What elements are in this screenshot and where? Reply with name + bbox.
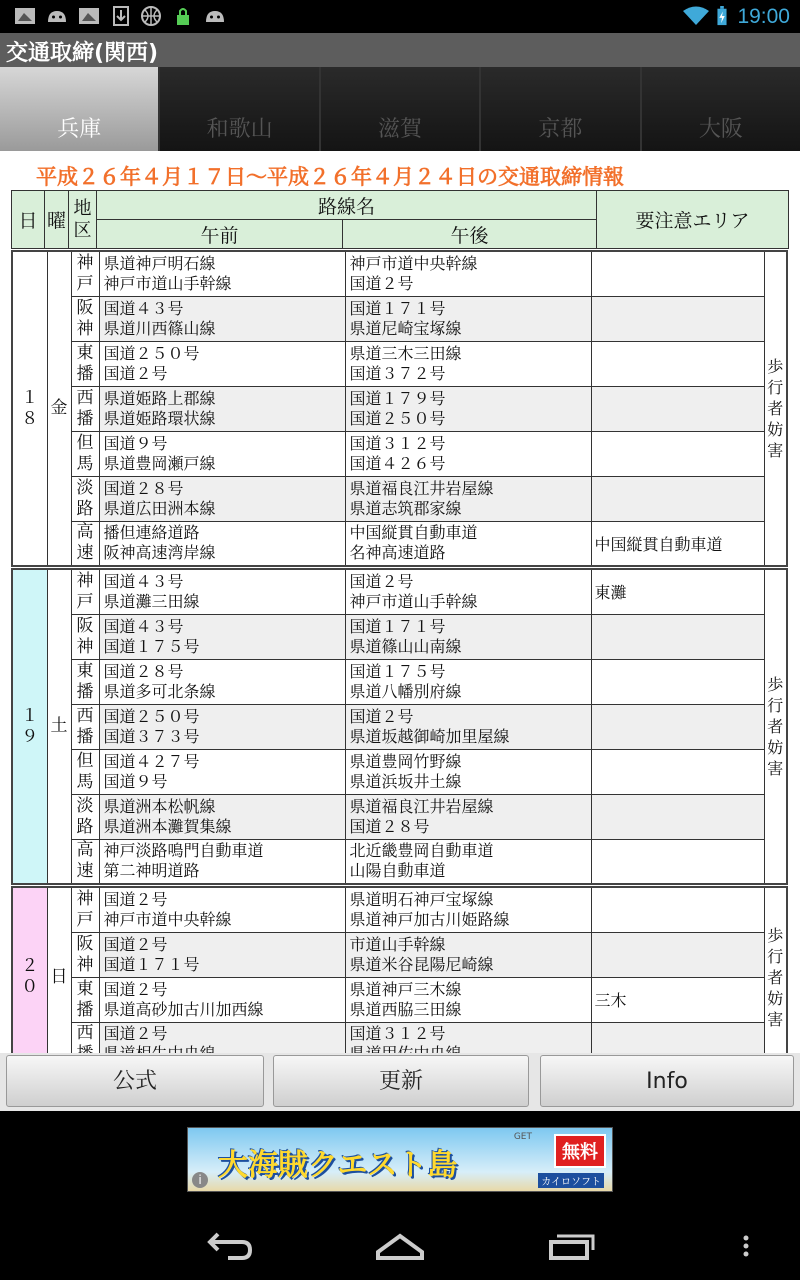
pm-route-1: 県道福良江井岩屋線	[349, 478, 494, 498]
pm-route-cell	[345, 704, 591, 749]
android-icon	[204, 6, 226, 26]
table-row	[12, 839, 787, 884]
pm-route-2: 県道八幡別府線	[349, 681, 462, 701]
area-value: 神 戸	[76, 888, 94, 930]
area-value: 阪 神	[76, 615, 94, 657]
table-header	[11, 190, 789, 249]
am-route-cell	[99, 794, 345, 839]
caution-cell: 東灘	[591, 569, 764, 614]
pm-route-2: 国道２号	[349, 273, 414, 293]
recents-icon[interactable]	[541, 1222, 601, 1266]
caution-cell: 三木	[591, 977, 764, 1022]
caution-cell	[591, 296, 764, 341]
area-cell	[71, 251, 99, 296]
area-value: 神 戸	[76, 252, 94, 294]
pm-route-1: 中国縦貫自動車道	[349, 523, 478, 543]
caution-cell	[591, 932, 764, 977]
area-cell	[71, 704, 99, 749]
refresh-button[interactable]: 更新	[273, 1055, 529, 1107]
area-value: 但 馬	[76, 750, 94, 792]
area-cell	[71, 839, 99, 884]
am-route-2: 県道川西篠山線	[103, 318, 216, 338]
caution-cell	[591, 476, 764, 521]
pm-route-2: 県道神戸加古川姫路線	[349, 909, 510, 929]
ad-info-icon[interactable]: i	[192, 1172, 208, 1188]
pm-route-2: 県道米谷昆陽尼崎線	[349, 954, 494, 974]
am-route-1: 国道４３号	[103, 616, 184, 636]
pm-route-cell	[345, 749, 591, 794]
table-row	[12, 431, 787, 476]
button-bar	[0, 1053, 800, 1111]
am-route-2: 県道豊岡瀬戸線	[103, 453, 216, 473]
table-row	[12, 704, 787, 749]
weekday-cell: 土	[47, 569, 71, 884]
pm-route-cell	[345, 296, 591, 341]
am-route-cell	[99, 251, 345, 296]
caution-cell	[591, 794, 764, 839]
area-cell	[71, 569, 99, 614]
table-row	[12, 887, 787, 932]
lock-icon	[172, 6, 194, 26]
am-route-cell	[99, 704, 345, 749]
area-value: 阪 神	[76, 297, 94, 339]
tab-hyogo[interactable]	[0, 67, 160, 151]
header-area	[69, 191, 97, 249]
table-row	[12, 794, 787, 839]
table-row	[12, 569, 787, 614]
region-tabs	[0, 67, 800, 151]
ad-title: 大海賊クエスト島	[218, 1148, 458, 1183]
am-route-cell	[99, 839, 345, 884]
am-route-2: 国道１７１号	[103, 954, 200, 974]
am-route-1: 国道４３号	[103, 571, 184, 591]
battery-icon	[714, 6, 730, 26]
caution-cell	[591, 386, 764, 431]
pm-route-1: 神戸市道中央幹線	[349, 253, 478, 273]
pm-route-1: 国道２号	[349, 706, 414, 726]
am-route-cell	[99, 386, 345, 431]
caution-cell	[591, 887, 764, 932]
day-cell	[12, 569, 47, 884]
weekday-cell: 金	[47, 251, 71, 566]
caution-cell	[591, 704, 764, 749]
am-route-1: 県道洲本松帆線	[103, 796, 216, 816]
am-route-2: 県道洲本灘賀集線	[103, 816, 232, 836]
caution-cell	[591, 659, 764, 704]
day-cell	[12, 887, 47, 1067]
am-route-cell	[99, 431, 345, 476]
pm-route-2: 国道２８号	[349, 816, 430, 836]
pm-route-cell	[345, 521, 591, 566]
am-route-1: 国道２５０号	[103, 706, 200, 726]
pm-route-cell	[345, 977, 591, 1022]
table-row	[12, 932, 787, 977]
globe-icon	[140, 6, 162, 26]
am-route-2: 阪神高速湾岸線	[103, 543, 216, 563]
pm-route-2: 県道篠山山南線	[349, 636, 462, 656]
pm-route-1: 市道山手幹線	[349, 934, 446, 954]
am-route-1: 国道２８号	[103, 478, 184, 498]
am-route-1: 国道４３号	[103, 298, 184, 318]
table-row	[12, 296, 787, 341]
am-route-cell	[99, 887, 345, 932]
am-route-1: 県道神戸明石線	[103, 253, 216, 273]
pm-route-1: 県道神戸三木線	[349, 979, 462, 999]
table-row	[12, 341, 787, 386]
info-button[interactable]: Info	[540, 1055, 794, 1107]
am-route-1: 播但連絡道路	[103, 523, 200, 543]
pm-route-cell	[345, 839, 591, 884]
pm-route-cell	[345, 569, 591, 614]
tab-label: 和歌山	[206, 117, 273, 142]
area-cell	[71, 614, 99, 659]
am-route-cell	[99, 932, 345, 977]
table-row	[12, 977, 787, 1022]
navigation-bar	[0, 1208, 800, 1280]
caution-cell: 中国縦貫自動車道	[591, 521, 764, 566]
pm-route-cell	[345, 659, 591, 704]
day-table	[11, 886, 788, 1068]
header-day: 日	[12, 191, 45, 249]
pm-route-1: 国道１７１号	[349, 298, 446, 318]
pm-route-cell	[345, 251, 591, 296]
note-cell	[764, 887, 787, 1067]
header-route: 路線名	[97, 191, 597, 220]
area-value: 東 播	[76, 342, 94, 384]
pm-route-cell	[345, 614, 591, 659]
caution-cell	[591, 839, 764, 884]
home-icon[interactable]	[370, 1222, 430, 1266]
header-am: 午前	[97, 220, 343, 249]
status-bar	[0, 0, 800, 33]
area-value: 阪 神	[76, 933, 94, 975]
day-value: １ ９	[21, 705, 39, 747]
header-area-text: 地 区	[73, 197, 92, 241]
menu-icon[interactable]	[736, 1222, 756, 1266]
table-row	[12, 749, 787, 794]
am-route-1: 国道２号	[103, 979, 168, 999]
am-route-cell	[99, 569, 345, 614]
tab-label: 滋賀	[378, 117, 423, 142]
note-cell	[764, 251, 787, 566]
ad-maker: カイロソフト	[538, 1173, 604, 1188]
caution-cell	[591, 251, 764, 296]
pm-route-cell	[345, 476, 591, 521]
day-value: １ ８	[21, 387, 39, 429]
am-route-cell	[99, 749, 345, 794]
day-cell	[12, 251, 47, 566]
am-route-1: 県道姫路上郡線	[103, 388, 216, 408]
area-cell	[71, 794, 99, 839]
tab-osaka[interactable]	[642, 67, 800, 151]
table-row	[12, 659, 787, 704]
area-value: 西 播	[76, 387, 94, 429]
gallery-icon	[78, 6, 100, 26]
content-scroll[interactable]	[0, 151, 800, 1053]
pm-route-2: 県道坂越御崎加里屋線	[349, 726, 510, 746]
pm-route-1: 国道１７５号	[349, 661, 446, 681]
table-row	[12, 476, 787, 521]
area-cell	[71, 386, 99, 431]
area-value: 高 速	[76, 522, 94, 564]
area-cell	[71, 749, 99, 794]
pm-route-cell	[345, 341, 591, 386]
header-caution: 要注意エリア	[597, 191, 789, 249]
area-cell	[71, 296, 99, 341]
am-route-cell	[99, 614, 345, 659]
am-route-1: 国道２号	[103, 934, 168, 954]
area-value: 高 速	[76, 840, 94, 882]
am-route-2: 神戸市道山手幹線	[103, 273, 232, 293]
area-cell	[71, 341, 99, 386]
caution-cell	[591, 431, 764, 476]
pm-route-2: 山陽自動車道	[349, 861, 446, 881]
pm-route-1: 県道豊岡竹野線	[349, 751, 462, 771]
am-route-2: 県道高砂加古川加西線	[103, 999, 264, 1019]
download-icon	[110, 6, 132, 26]
pm-route-2: 神戸市道山手幹線	[349, 591, 478, 611]
am-route-1: 国道２号	[103, 1024, 168, 1044]
note-value: 歩 行 者 妨 害	[767, 675, 784, 778]
am-route-cell	[99, 659, 345, 704]
am-route-2: 県道灘三田線	[103, 591, 200, 611]
wifi-icon	[682, 6, 710, 26]
am-route-2: 県道多可北条線	[103, 681, 216, 701]
area-cell	[71, 431, 99, 476]
day-table	[11, 250, 788, 567]
day-table	[11, 568, 788, 885]
table-row	[12, 521, 787, 566]
am-route-cell	[99, 521, 345, 566]
am-route-1: 国道９号	[103, 433, 168, 453]
am-route-2: 国道３７３号	[103, 726, 200, 746]
pm-route-1: 国道３１２号	[349, 1024, 446, 1044]
tab-kyoto[interactable]	[481, 67, 641, 151]
note-cell	[764, 569, 787, 884]
pm-route-2: 名神高速道路	[349, 543, 446, 563]
area-value: 東 播	[76, 978, 94, 1020]
pm-route-2: 県道尼崎宝塚線	[349, 318, 462, 338]
am-route-2: 県道姫路環状線	[103, 408, 216, 428]
am-route-1: 国道４２７号	[103, 751, 200, 771]
area-cell	[71, 659, 99, 704]
tab-label: 京都	[538, 117, 583, 142]
caution-cell	[591, 341, 764, 386]
am-route-1: 国道２８号	[103, 661, 184, 681]
pm-route-cell	[345, 431, 591, 476]
am-route-2: 国道９号	[103, 771, 168, 791]
am-route-cell	[99, 341, 345, 386]
note-value: 歩 行 者 妨 害	[767, 357, 784, 460]
am-route-2: 第二神明道路	[103, 861, 200, 881]
pm-route-2: 県道西脇三田線	[349, 999, 462, 1019]
caution-cell	[591, 614, 764, 659]
tab-label: 大阪	[698, 117, 743, 142]
table-row	[12, 614, 787, 659]
area-cell	[71, 476, 99, 521]
header-pm: 午後	[343, 220, 597, 249]
area-value: 但 馬	[76, 432, 94, 474]
gallery-icon	[14, 6, 36, 26]
tab-shiga[interactable]	[321, 67, 481, 151]
page-heading: 平成２６年４月１７日～平成２６年４月２４日の交通取締情報	[36, 165, 624, 189]
am-route-2: 県道広田洲本線	[103, 498, 216, 518]
pm-route-cell	[345, 794, 591, 839]
ad-badge: 無料	[554, 1134, 606, 1168]
official-button[interactable]: 公式	[6, 1055, 264, 1107]
pm-route-cell	[345, 386, 591, 431]
app-title: 交通取締(関西)	[0, 33, 800, 67]
pm-route-1: 北近畿豊岡自動車道	[349, 841, 494, 861]
weekday-cell: 日	[47, 887, 71, 1067]
area-cell	[71, 932, 99, 977]
table-row	[12, 251, 787, 296]
note-value: 歩 行 者 妨 害	[767, 925, 784, 1029]
area-cell	[71, 521, 99, 566]
am-route-1: 国道２５０号	[103, 343, 200, 363]
pm-route-1: 国道１７９号	[349, 388, 446, 408]
pm-route-cell	[345, 932, 591, 977]
area-value: 淡 路	[76, 477, 94, 519]
pm-route-1: 国道３１２号	[349, 433, 446, 453]
pm-route-2: 国道２５０号	[349, 408, 446, 428]
caution-cell	[591, 749, 764, 794]
table-row	[12, 386, 787, 431]
android-icon	[46, 6, 68, 26]
area-value: 西	[76, 1023, 94, 1044]
pm-route-1: 県道福良江井岩屋線	[349, 796, 494, 816]
area-cell	[71, 887, 99, 932]
pm-route-2: 県道浜坂井土線	[349, 771, 462, 791]
status-time: 19:00	[737, 5, 790, 28]
pm-route-1: 国道１７１号	[349, 616, 446, 636]
am-route-1: 国道２号	[103, 889, 168, 909]
area-value: 神 戸	[76, 570, 94, 612]
header-weekday: 曜	[45, 191, 69, 249]
am-route-2: 国道２号	[103, 363, 168, 383]
am-route-cell	[99, 296, 345, 341]
pm-route-2: 国道４２６号	[349, 453, 446, 473]
am-route-1: 神戸淡路鳴門自動車道	[103, 841, 264, 861]
area-value: 西 播	[76, 705, 94, 747]
pm-route-cell	[345, 887, 591, 932]
pm-route-2: 国道３７２号	[349, 363, 446, 383]
tab-label: 兵庫	[57, 117, 102, 142]
am-route-cell	[99, 977, 345, 1022]
pm-route-1: 県道明石神戸宝塚線	[349, 889, 494, 909]
back-icon[interactable]	[198, 1222, 258, 1266]
day-value: ２ ０	[21, 956, 39, 997]
pm-route-2: 県道志筑郡家線	[349, 498, 462, 518]
pm-route-1: 県道三木三田線	[349, 343, 462, 363]
ad-banner[interactable]	[187, 1127, 613, 1192]
area-value: 東 播	[76, 660, 94, 702]
am-route-cell	[99, 476, 345, 521]
am-route-2: 国道１７５号	[103, 636, 200, 656]
area-cell	[71, 977, 99, 1022]
ad-area	[0, 1111, 800, 1208]
tab-wakayama[interactable]	[160, 67, 320, 151]
pm-route-1: 国道２号	[349, 571, 414, 591]
area-value: 淡 路	[76, 795, 94, 837]
ad-get-label: GET	[513, 1132, 532, 1142]
am-route-2: 神戸市道中央幹線	[103, 909, 232, 929]
